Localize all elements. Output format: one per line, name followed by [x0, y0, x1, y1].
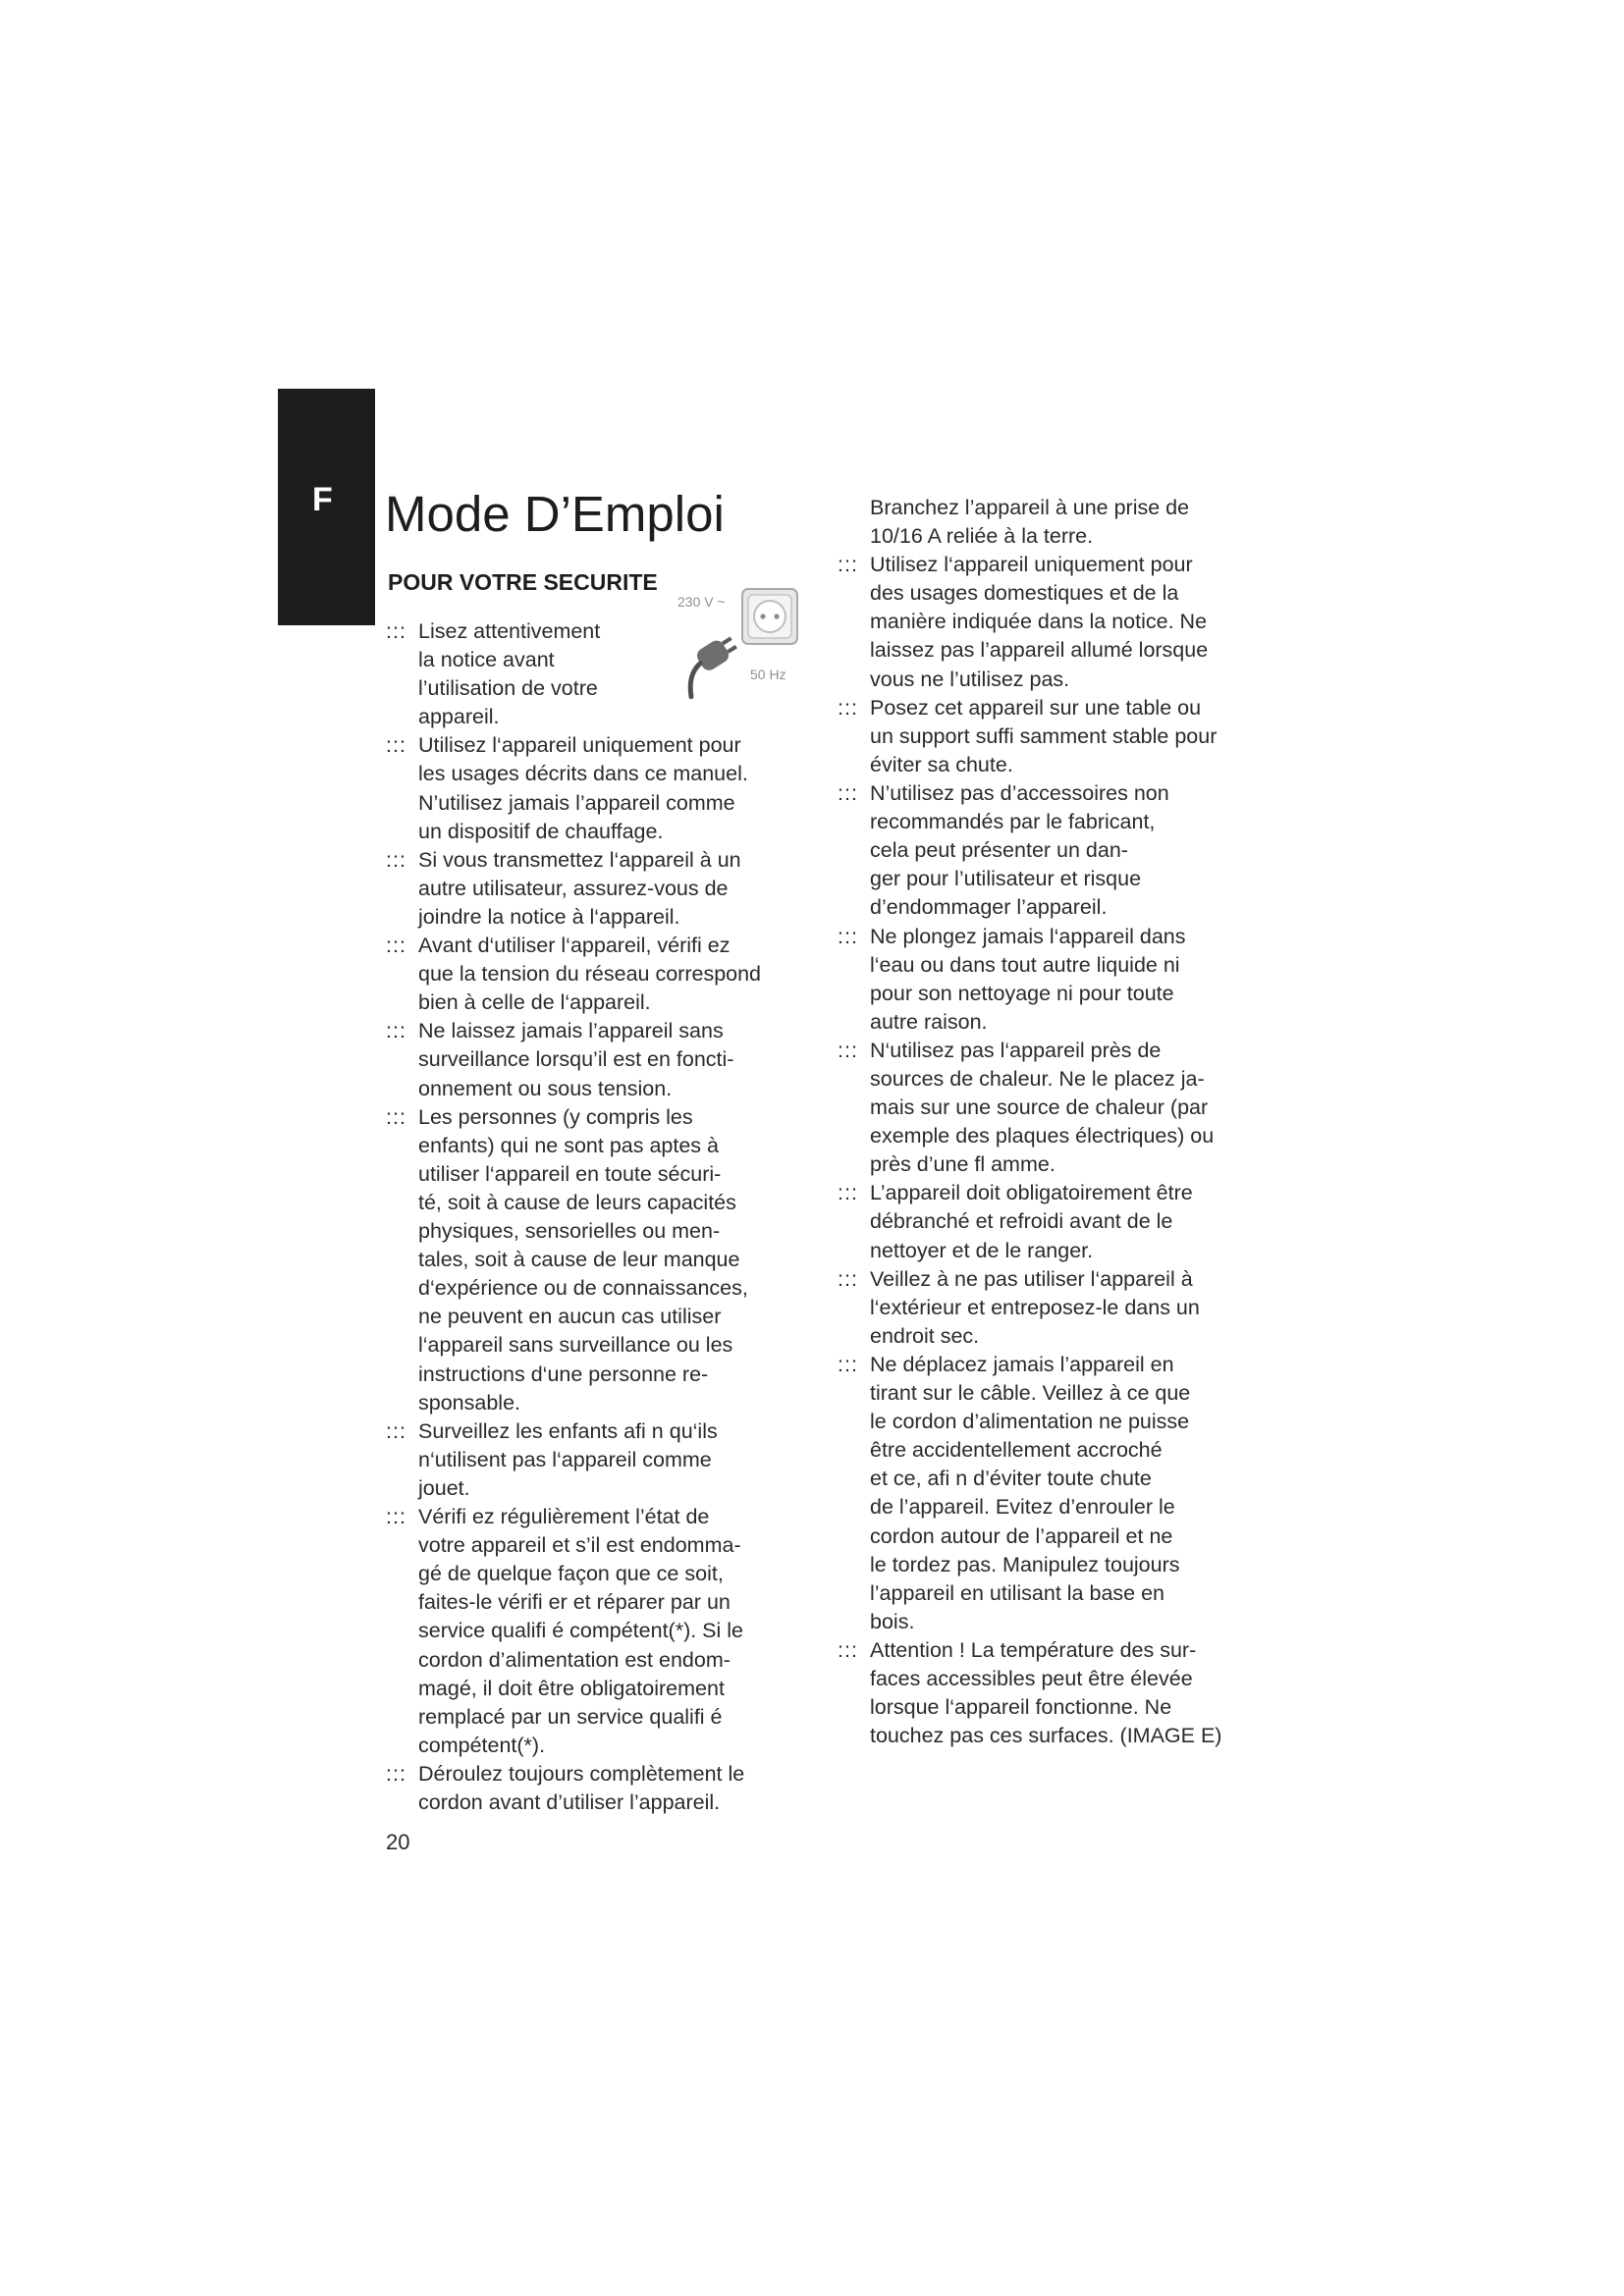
text-line: onnement ou sous tension.: [418, 1076, 673, 1100]
text-line: cordon avant d’utiliser l’appareil.: [418, 1790, 721, 1815]
plug-socket-icon: [672, 581, 801, 707]
instruction-text: [870, 779, 1169, 922]
text-line: de l’appareil. Evitez d’enrouler le: [870, 1495, 1175, 1520]
text-line: instructions d‘une personne re-: [418, 1362, 709, 1386]
text-line: laissez pas l’appareil allumé lorsque: [870, 638, 1209, 663]
text-line: votre appareil et s’il est endomma-: [418, 1533, 741, 1558]
text-line: touchez pas ces surfaces. (IMAGE E): [870, 1724, 1222, 1748]
instruction-text: [870, 1037, 1214, 1179]
page-title: Mode D’Emploi: [385, 486, 725, 542]
text-line: Si vous transmettez l‘appareil à un: [418, 847, 741, 872]
text-line: remplacé par un service qualifi é: [418, 1704, 723, 1729]
text-line: que la tension du réseau correspond: [418, 962, 762, 987]
text-line: tales, soit à cause de leur manque: [418, 1248, 740, 1272]
text-line: Surveillez les enfants afi n qu‘ils: [418, 1418, 718, 1443]
text-line: enfants) qui ne sont pas aptes à: [418, 1133, 719, 1157]
bullet-marker: :::: [838, 1638, 858, 1662]
text-line: service qualifi é compétent(*). Si le: [418, 1619, 744, 1643]
text-line: vous ne l’utilisez pas.: [870, 667, 1070, 691]
text-line: tirant sur le câble. Veillez à ce que: [870, 1381, 1191, 1406]
text-line: Déroulez toujours complètement le: [418, 1762, 745, 1786]
text-line: manière indiquée dans la notice. Ne: [870, 610, 1208, 634]
frequency-label: 50 Hz: [750, 667, 786, 682]
instruction-text: [418, 617, 600, 731]
instruction-text: [870, 1179, 1193, 1264]
text-line: compétent(*).: [418, 1733, 546, 1757]
text-line: n‘utilisent pas l‘appareil comme: [418, 1447, 712, 1471]
text-line: utiliser l‘appareil en toute sécuri-: [418, 1161, 722, 1186]
instruction-text: [418, 1417, 718, 1503]
text-line: un dispositif de chauffage.: [418, 819, 664, 843]
text-line: la notice avant: [418, 648, 555, 672]
text-line: l‘extérieur et entreposez-le dans un: [870, 1295, 1200, 1319]
text-line: le cordon d’alimentation ne puisse: [870, 1410, 1190, 1434]
text-line: Ne plongez jamais l‘appareil dans: [870, 924, 1186, 948]
instruction-text: [870, 1636, 1221, 1750]
text-line: N’utilisez pas d’accessoires non: [870, 781, 1169, 805]
instruction-text: [870, 1351, 1190, 1636]
text-line: pour son nettoyage ni pour toute: [870, 981, 1174, 1005]
text-line: bien à celle de l‘appareil.: [418, 990, 651, 1015]
text-line: faites-le vérifi er et réparer par un: [418, 1590, 731, 1615]
instruction-text: [418, 731, 748, 845]
text-line: Avant d‘utiliser l‘appareil, vérifi ez: [418, 934, 731, 958]
bullet-marker: :::: [386, 847, 406, 872]
text-line: nettoyer et de le ranger.: [870, 1238, 1094, 1262]
instruction-text: [870, 494, 1189, 551]
bullet-marker: :::: [386, 733, 406, 758]
text-line: Vérifi ez régulièrement l’état de: [418, 1505, 710, 1529]
text-line: l’appareil en utilisant la base en: [870, 1580, 1165, 1605]
text-line: bois.: [870, 1609, 915, 1633]
text-line: gé de quelque façon que ce soit,: [418, 1562, 724, 1586]
text-line: l‘appareil sans surveillance ou les: [418, 1333, 733, 1358]
text-line: Posez cet appareil sur une table ou: [870, 695, 1202, 720]
text-line: lorsque l‘appareil fonctionne. Ne: [870, 1695, 1172, 1720]
bullet-marker: :::: [386, 934, 406, 958]
bullet-marker: :::: [386, 1019, 406, 1043]
text-line: autre raison.: [870, 1009, 988, 1034]
instruction-text: [418, 932, 761, 1017]
voltage-label: 230 V ~: [677, 594, 726, 610]
text-line: d‘expérience ou de connaissances,: [418, 1276, 748, 1301]
text-line: autre utilisateur, assurez-vous de: [418, 876, 729, 900]
bullet-marker: :::: [838, 1181, 858, 1205]
language-letter: F: [312, 481, 333, 518]
text-line: 10/16 A reliée à la terre.: [870, 524, 1094, 549]
bullet-marker: :::: [838, 781, 858, 805]
instruction-text: [418, 1503, 743, 1760]
text-line: les usages décrits dans ce manuel.: [418, 762, 748, 786]
text-line: le tordez pas. Manipulez toujours: [870, 1552, 1180, 1576]
bullet-marker: :::: [386, 1762, 406, 1786]
text-line: l’utilisation de votre: [418, 676, 598, 701]
text-line: éviter sa chute.: [870, 752, 1013, 776]
text-line: cela peut présenter un dan-: [870, 838, 1128, 863]
text-line: Branchez l’appareil à une prise de: [870, 496, 1190, 519]
text-line: Attention ! La température des sur-: [870, 1638, 1197, 1662]
instruction-text: [418, 1103, 748, 1417]
text-line: Ne laissez jamais l’appareil sans: [418, 1019, 724, 1043]
text-line: endroit sec.: [870, 1323, 980, 1348]
page-number: 20: [386, 1830, 410, 1854]
text-line: exemple des plaques électriques) ou: [870, 1124, 1215, 1148]
text-line: cordon autour de l’appareil et ne: [870, 1523, 1173, 1548]
text-line: recommandés par le fabricant,: [870, 810, 1156, 834]
text-line: un support suffi samment stable pour: [870, 723, 1218, 748]
bullet-marker: :::: [838, 695, 858, 720]
text-line: Ne déplacez jamais l’appareil en: [870, 1353, 1174, 1376]
instruction-text: [870, 694, 1217, 779]
text-line: Veillez à ne pas utiliser l‘appareil à: [870, 1266, 1193, 1291]
text-line: cordon d’alimentation est endom-: [418, 1647, 731, 1672]
instruction-text: [870, 1265, 1200, 1351]
text-line: Lisez attentivement: [418, 619, 601, 643]
text-line: être accidentellement accroché: [870, 1438, 1163, 1463]
text-line: ne peuvent en aucun cas utiliser: [418, 1305, 722, 1329]
instruction-text: [418, 846, 741, 932]
bullet-marker: :::: [838, 1353, 858, 1376]
text-line: jouet.: [418, 1475, 470, 1500]
text-line: et ce, afi n d’éviter toute chute: [870, 1467, 1152, 1491]
instruction-text: [870, 923, 1186, 1037]
text-line: Utilisez l‘appareil uniquement pour: [418, 733, 741, 758]
bullet-marker: :::: [386, 1505, 406, 1529]
text-line: joindre la notice à l‘appareil.: [418, 904, 680, 929]
text-line: Les personnes (y compris les: [418, 1104, 693, 1129]
bullet-marker: :::: [838, 1038, 858, 1062]
bullet-marker: :::: [838, 1266, 858, 1291]
text-line: magé, il doit être obligatoirement: [418, 1676, 725, 1700]
text-line: sponsable.: [418, 1390, 520, 1415]
text-line: physiques, sensorielles ou men-: [418, 1219, 721, 1244]
text-line: Utilisez l‘appareil uniquement pour: [870, 553, 1193, 577]
text-line: ger pour l’utilisateur et risque: [870, 867, 1142, 891]
bullet-marker: :::: [386, 1418, 406, 1443]
text-line: té, soit à cause de leurs capacités: [418, 1190, 736, 1214]
text-line: L’appareil doit obligatoirement être: [870, 1181, 1193, 1205]
text-line: faces accessibles peut être élevée: [870, 1667, 1193, 1691]
text-line: sources de chaleur. Ne le placez ja-: [870, 1066, 1205, 1091]
instruction-text: [870, 551, 1208, 693]
text-line: N‘utilisez pas l‘appareil près de: [870, 1038, 1162, 1062]
text-line: mais sur une source de chaleur (par: [870, 1095, 1209, 1120]
bullet-marker: :::: [386, 619, 406, 643]
text-line: débranché et refroidi avant de le: [870, 1209, 1173, 1234]
section-heading: POUR VOTRE SECURITE: [388, 569, 658, 595]
text-line: des usages domestiques et de la: [870, 581, 1179, 606]
text-line: surveillance lorsqu’il est en foncti-: [418, 1047, 734, 1072]
bullet-marker: :::: [838, 553, 858, 577]
text-line: près d’une fl amme.: [870, 1152, 1056, 1177]
instruction-text: [418, 1017, 733, 1102]
text-line: l‘eau ou dans tout autre liquide ni: [870, 952, 1180, 977]
instruction-text: [418, 1760, 744, 1817]
bullet-marker: :::: [386, 1104, 406, 1129]
bullet-marker: :::: [838, 924, 858, 948]
text-line: N’utilisez jamais l’appareil comme: [418, 790, 735, 815]
text-line: d’endommager l’appareil.: [870, 895, 1108, 920]
text-line: appareil.: [418, 705, 500, 729]
